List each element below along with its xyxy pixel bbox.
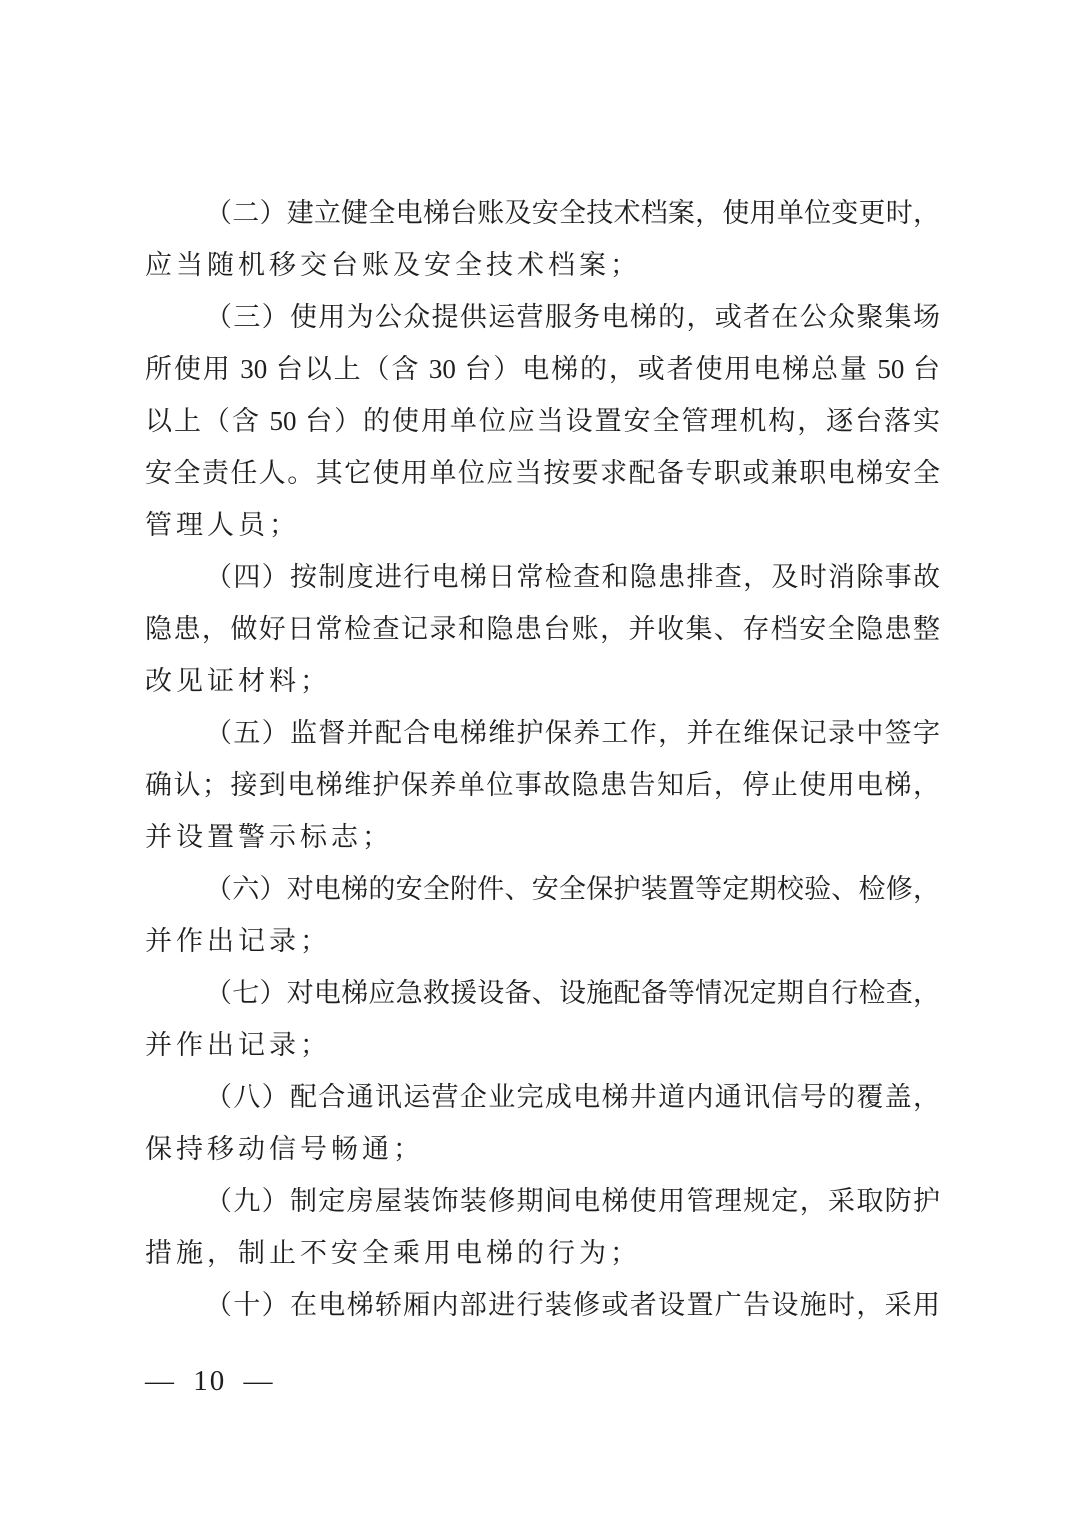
text-line: （六）对电梯的安全附件、安全保护装置等定期校验、检修， [205, 874, 940, 904]
text-line: （九）制定房屋装饰装修期间电梯使用管理规定，采取防护 [205, 1186, 940, 1216]
text-line: 隐患，做好日常检查记录和隐患台账，并收集、存档安全隐患整 [145, 614, 940, 644]
text-line: （十）在电梯轿厢内部进行装修或者设置广告设施时，采用 [205, 1290, 940, 1320]
text-line: 并作出记录； [145, 926, 331, 956]
text-line: （二）建立健全电梯台账及安全技术档案，使用单位变更时， [205, 198, 940, 228]
text-line: （七）对电梯应急救援设备、设施配备等情况定期自行检查， [205, 978, 940, 1008]
footer-page-number: — 10 — [145, 1365, 275, 1397]
text-line: （五）监督并配合电梯维护保养工作，并在维保记录中签字 [205, 718, 940, 748]
text-line: 并作出记录； [145, 1030, 331, 1060]
text-block [145, 187, 940, 1331]
text-line: 改见证材料； [145, 666, 331, 696]
text-line: 管理人员； [145, 510, 300, 540]
text-line: 应当随机移交台账及安全技术档案； [145, 250, 641, 280]
text-line: 并设置警示标志； [145, 822, 393, 852]
text-line: （三）使用为公众提供运营服务电梯的，或者在公众聚集场 [205, 302, 940, 332]
text-line: 保持移动信号畅通； [145, 1134, 424, 1164]
text-line: 安全责任人。其它使用单位应当按要求配备专职或兼职电梯安全 [145, 458, 940, 488]
text-line: （八）配合通讯运营企业完成电梯井道内通讯信号的覆盖， [205, 1082, 940, 1112]
text-line: 所使用 30 台以上（含 30 台）电梯的，或者使用电梯总量 50 台 [145, 354, 940, 384]
text-line: 措施，制止不安全乘用电梯的行为； [145, 1238, 641, 1268]
text-line: 以上（含 50 台）的使用单位应当设置安全管理机构，逐台落实 [145, 406, 940, 436]
text-line: （四）按制度进行电梯日常检查和隐患排查，及时消除事故 [205, 562, 940, 592]
text-line: 确认；接到电梯维护保养单位事故隐患告知后，停止使用电梯， [145, 770, 940, 800]
